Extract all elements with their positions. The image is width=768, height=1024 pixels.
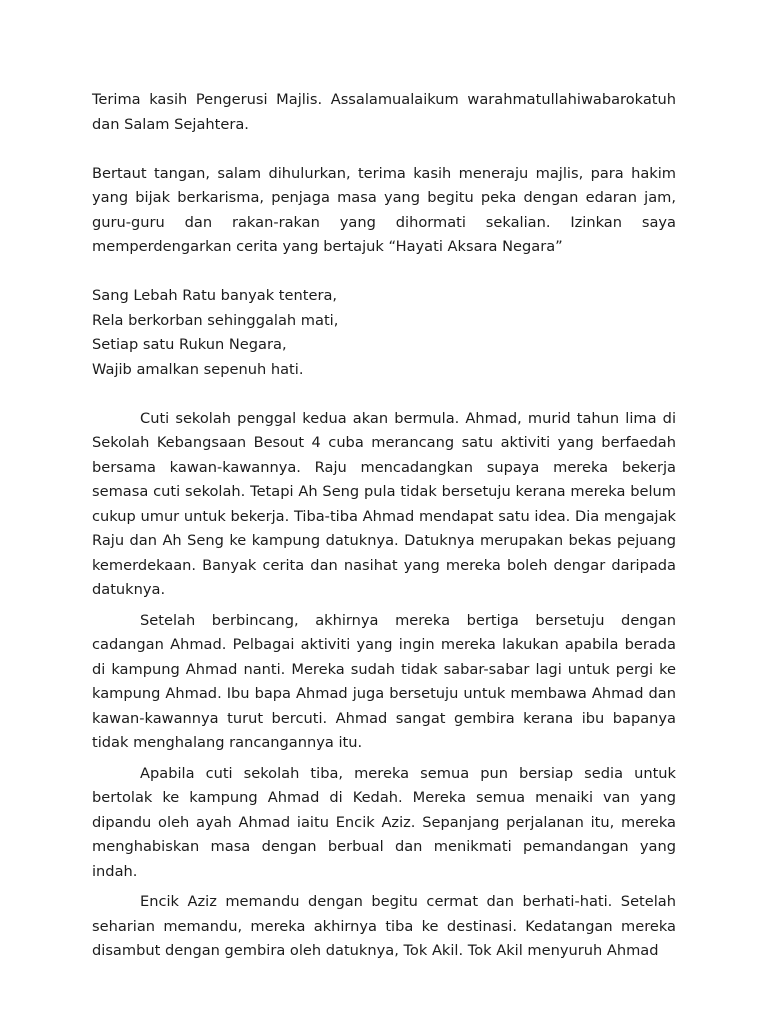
story-paragraph: Apabila cuti sekolah tiba, mereka semua pun bersiap sedia untuk bertolak ke kampung Ahmad di Kedah. Mereka semua menaiki van yang dipandu oleh ayah Ahmad iaitu Encik Aziz. Sepanjang perjalanan itu, mereka menghabiskan masa dengan berbual dan menikmati pemandangan yang indah. (92, 764, 676, 880)
pantun-verse (92, 284, 676, 382)
story-paragraph: Setelah berbincang, akhirnya mereka bertiga bersetuju dengan cadangan Ahmad. Pelbagai aktiviti yang ingin mereka lakukan apabila berada di kampung Ahmad nanti. Mereka sudah tidak sabar-sabar lagi untuk pergi ke kampung Ahmad. Ibu bapa Ahmad juga bersetuju untuk membawa Ahmad dan kawan-kawannya turut bercuti. Ahmad sangat gembira kerana ibu bapanya tidak menghalang rancangannya itu. (92, 611, 676, 751)
pantun-line: Rela berkorban sehinggalah mati, (92, 311, 339, 329)
pantun-line: Wajib amalkan sepenuh hati. (92, 360, 304, 378)
intro-paragraph: Bertaut tangan, salam dihulurkan, terima kasih meneraju majlis, para hakim yang bijak berkarisma, penjaga masa yang begitu peka dengan edaran jam, guru-guru dan rakan-rakan yang dihormati sekalian. Izinkan saya memperdengarkan cerita yang bertajuk “Hayati Aksara Negara” (92, 164, 676, 255)
story-paragraph: Cuti sekolah penggal kedua akan bermula. Ahmad, murid tahun lima di Sekolah Kebangsaan Besout 4 cuba merancang satu aktiviti yang berfaedah bersama kawan-kawannya. Raju mencadangkan supaya mereka bekerja semasa cuti sekolah. Tetapi Ah Seng pula tidak bersetuju kerana mereka belum cukup umur untuk bekerja. Tiba-tiba Ahmad mendapat satu idea. Dia mengajak Raju dan Ah Seng ke kampung datuknya. Datuknya merupakan bekas pejuang kemerdekaan. Banyak cerita dan nasihat yang mereka boleh dengar daripada datuknya. (92, 409, 676, 598)
pantun-line: Sang Lebah Ratu banyak tentera, (92, 287, 338, 304)
pantun-line: Setiap satu Rukun Negara, (92, 336, 287, 353)
greeting-paragraph: Terima kasih Pengerusi Majlis. Assalamualaikum warahmatullahiwabarokatuh dan Salam Sejahtera. (92, 91, 676, 133)
story-paragraph: Encik Aziz memandu dengan begitu cermat dan berhati-hati. Setelah seharian memandu, mereka akhirnya tiba ke destinasi. Kedatangan mereka disambut dengan gembira oleh datuknya, Tok Akil. Tok Akil menyuruh Ahmad (92, 893, 676, 959)
document-page (92, 88, 676, 964)
